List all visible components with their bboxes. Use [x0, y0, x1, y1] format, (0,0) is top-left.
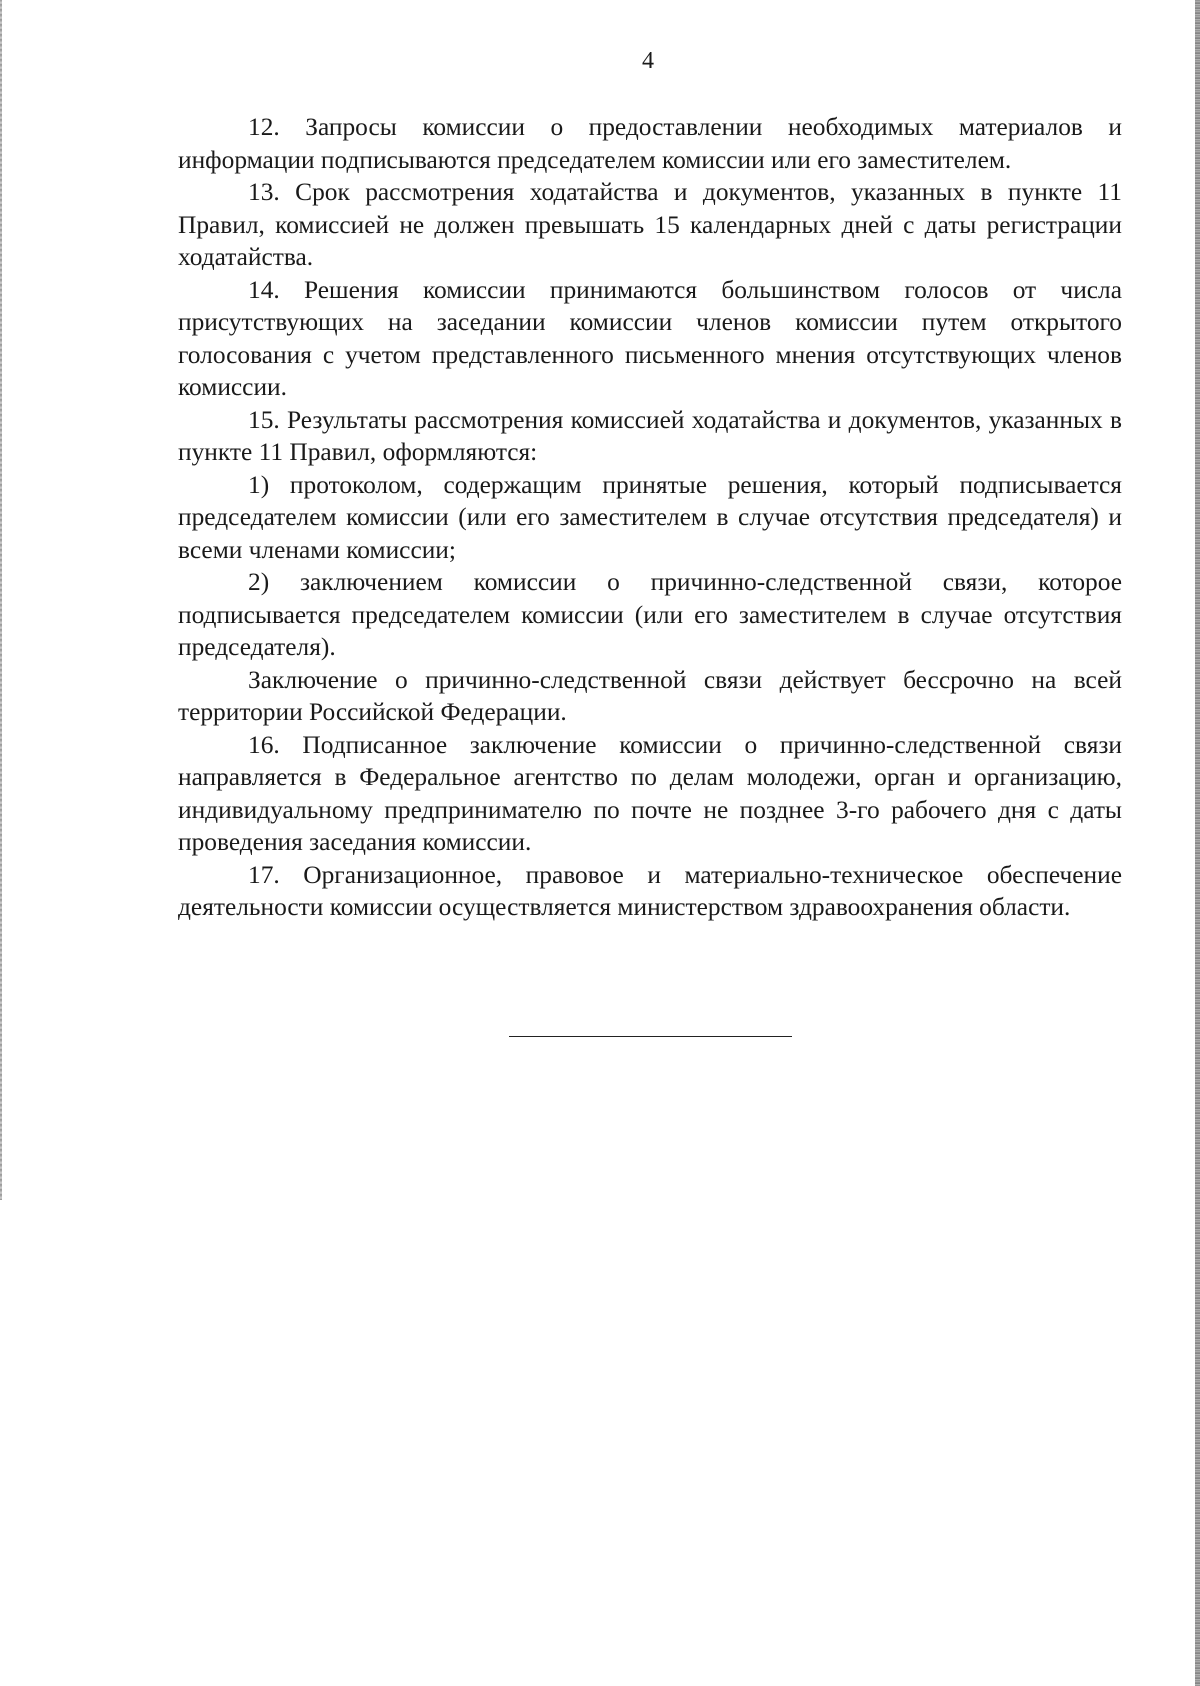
- end-of-document-line: [509, 1036, 792, 1037]
- paragraph-12: 12. Запросы комиссии о предоставлении необходимых материалов и информации подписываются председателем комиссии или его заместителем.: [178, 113, 1122, 174]
- paragraph-15: 15. Результаты рассмотрения комиссией ходатайства и документов, указанных в пункте 11 Правил, оформляются:: [178, 405, 1122, 466]
- paragraph-14: 14. Решения комиссии принимаются большинством голосов от числа присутствующих на заседании комиссии членов комиссии путем открытого голосования с учетом представленного письменного мнения отсутствующих членов комиссии.: [178, 275, 1122, 401]
- paragraph-conclusion-validity: Заключение о причинно-следственной связи действует бессрочно на всей территории Российской Федерации.: [178, 665, 1122, 726]
- paragraph-17: 17. Организационное, правовое и материально-техническое обеспечение деятельности комиссии осуществляется министерством здравоохранения области.: [178, 860, 1122, 921]
- paragraph-15-item-2: 2) заключением комиссии о причинно-следственной связи, которое подписывается председателем комиссии (или его заместителем в случае отсутствия председателя).: [178, 568, 1122, 661]
- paragraph-15-item-1: 1) протоколом, содержащим принятые решения, который подписывается председателем комиссии (или его заместителем в случае отсутствия председателя) и всеми членами комиссии;: [178, 470, 1122, 564]
- scan-edge-right: [1195, 0, 1200, 1686]
- page-number: 4: [642, 48, 654, 74]
- scan-edge-left: [0, 0, 2, 1200]
- paragraph-13: 13. Срок рассмотрения ходатайства и документов, указанных в пункте 11 Правил, комиссией не должен превышать 15 календарных дней с даты регистрации ходатайства.: [178, 178, 1122, 271]
- document-body: [178, 111, 1122, 924]
- paragraph-16: 16. Подписанное заключение комиссии о причинно-следственной связи направляется в Федеральное агентство по делам молодежи, орган и организацию, индивидуальному предпринимателю по почте не позднее 3-го рабочего дня с даты проведения заседания комиссии.: [178, 730, 1122, 856]
